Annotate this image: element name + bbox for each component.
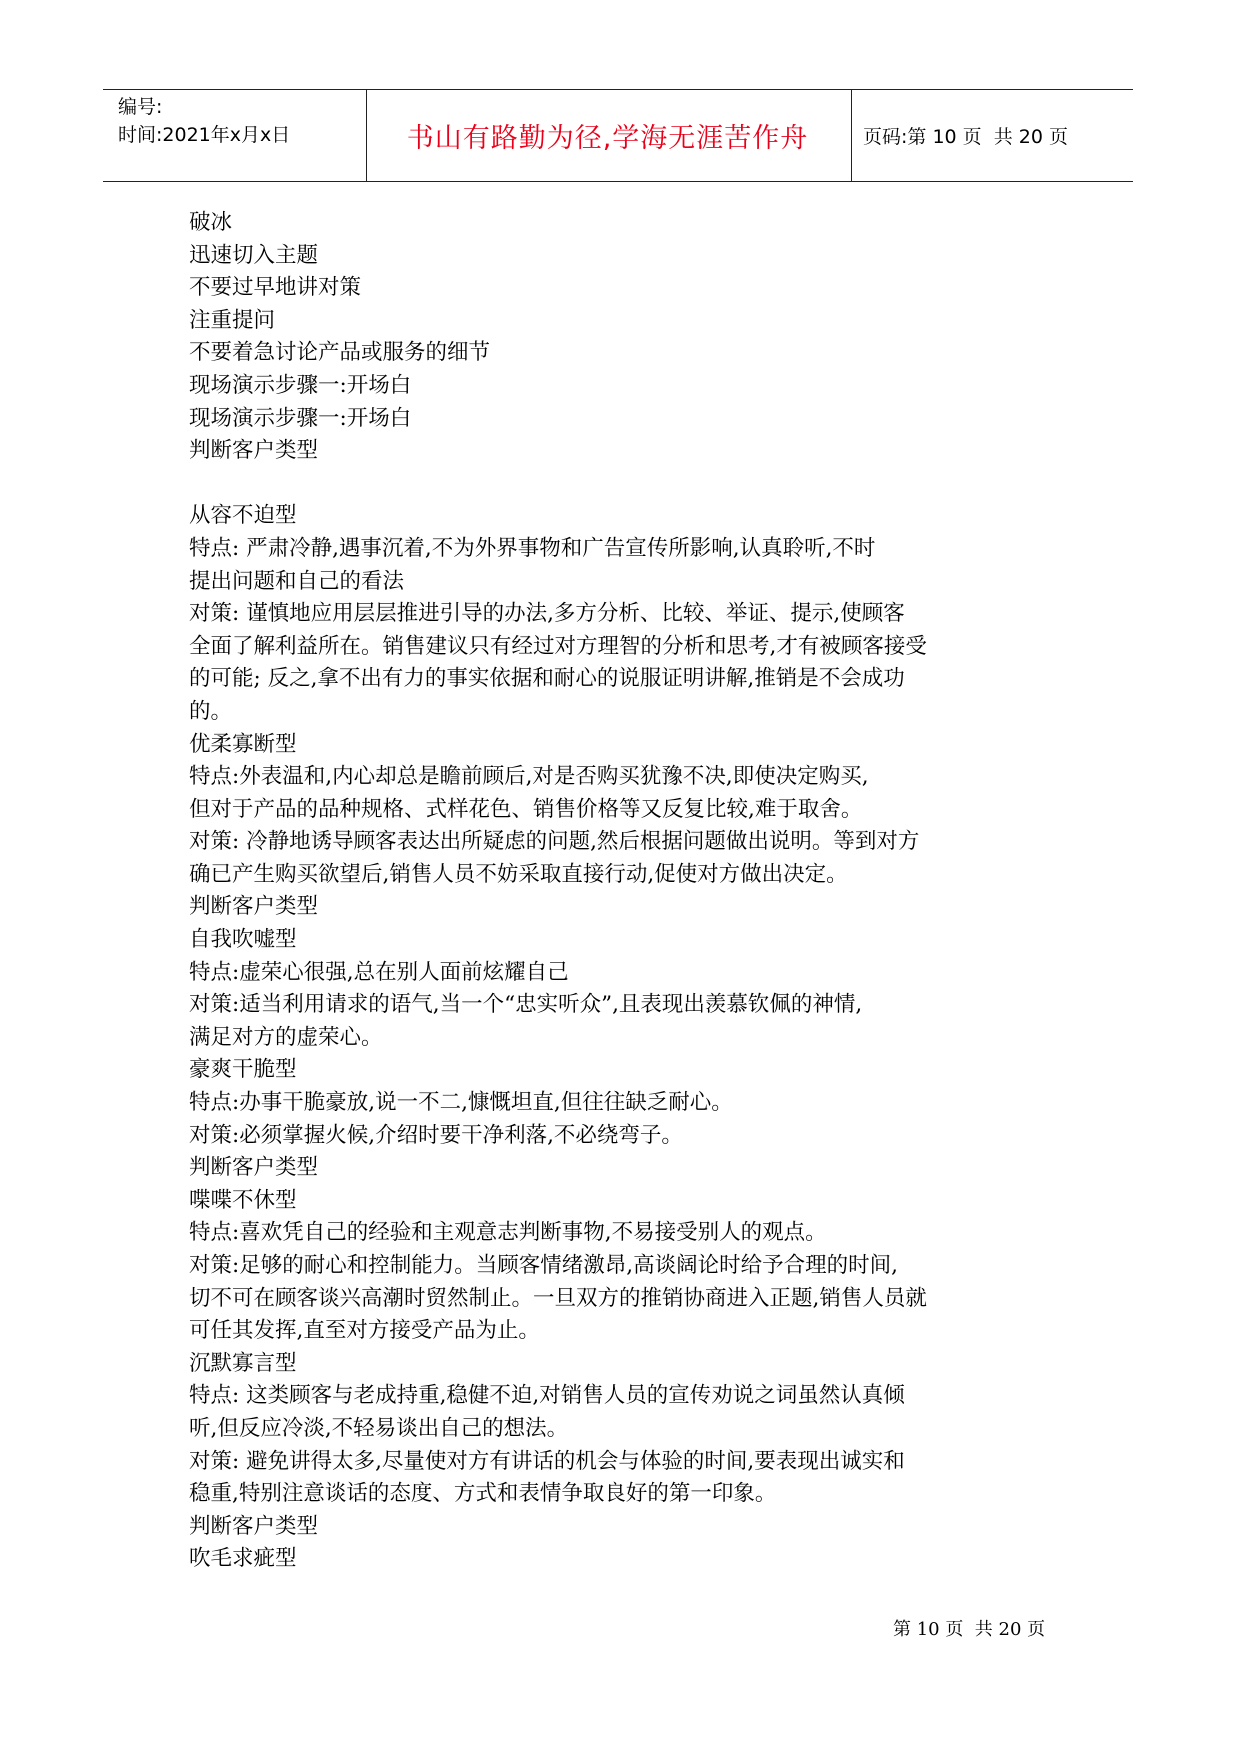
body-line: 从容不迫型 bbox=[189, 503, 297, 529]
body-line: 满足对方的虚荣心。 bbox=[189, 1024, 383, 1050]
body-line: 不要着急讨论产品或服务的细节 bbox=[189, 340, 491, 366]
body-line: 的可能; 反之,拿不出有力的事实依据和耐心的说服证明讲解,推销是不会成功 bbox=[189, 666, 905, 692]
page-footer: 第 10 页 共 20 页 bbox=[893, 1619, 1046, 1640]
number-label: 编号: bbox=[118, 96, 163, 118]
body-line: 对策:必须掌握火候,介绍时要干净利落,不必绕弯子。 bbox=[189, 1122, 683, 1148]
body-line: 判断客户类型 bbox=[189, 438, 319, 464]
header-page-code: 页码:第 10 页 共 20 页 bbox=[863, 125, 1068, 148]
body-line: 特点: 这类顾客与老成持重,稳健不迫,对销售人员的宣传劝说之词虽然认真倾 bbox=[189, 1383, 905, 1409]
body-line: 判断客户类型 bbox=[189, 894, 319, 920]
body-line: 对策: 谨慎地应用层层推进引导的办法,多方分析、比较、举证、提示,使顾客 bbox=[189, 601, 905, 627]
body-line: 听,但反应冷淡,不轻易谈出自己的想法。 bbox=[189, 1415, 569, 1441]
header-meta bbox=[118, 93, 290, 149]
body-line: 特点: 严肃冷静,遇事沉着,不为外界事物和广告宣传所影响,认真聆听,不时 bbox=[189, 535, 876, 561]
body-line: 提出问题和自己的看法 bbox=[189, 568, 405, 594]
body-line: 特点:虚荣心很强,总在别人面前炫耀自己 bbox=[189, 959, 569, 985]
body-line: 特点:办事干脆豪放,说一不二,慷慨坦直,但往往缺乏耐心。 bbox=[189, 1090, 733, 1116]
body-line: 的。 bbox=[189, 698, 233, 724]
body-line: 特点:外表温和,内心却总是瞻前顾后,对是否购买犹豫不决,即使决定购买, bbox=[189, 764, 869, 790]
page-header bbox=[103, 89, 1133, 182]
header-divider-right bbox=[851, 90, 852, 181]
body-line: 注重提问 bbox=[189, 307, 276, 333]
body-line: 对策: 避免讲得太多,尽量使对方有讲话的机会与体验的时间,要表现出诚实和 bbox=[189, 1448, 905, 1474]
body-line: 对策: 冷静地诱导顾客表达出所疑虑的问题,然后根据问题做出说明。等到对方 bbox=[189, 829, 920, 855]
body-line: 优柔寡断型 bbox=[189, 731, 297, 757]
body-line bbox=[189, 468, 1069, 501]
time-label: 时间:2021年x月x日 bbox=[118, 124, 291, 146]
header-slogan: 书山有路勤为径,学海无涯苦作舟 bbox=[406, 122, 809, 154]
body-line: 切不可在顾客谈兴高潮时贸然制止。一旦双方的推销协商进入正题,销售人员就 bbox=[189, 1285, 927, 1311]
body-line: 破冰 bbox=[189, 210, 233, 235]
body-line: 不要过早地讲对策 bbox=[189, 275, 362, 301]
body-line: 但对于产品的品种规格、式样花色、销售价格等又反复比较,难于取舍。 bbox=[189, 796, 863, 822]
body-line: 自我吹嘘型 bbox=[189, 927, 297, 953]
body-line: 特点:喜欢凭自己的经验和主观意志判断事物,不易接受别人的观点。 bbox=[189, 1220, 827, 1246]
body-line: 稳重,特别注意谈话的态度、方式和表情争取良好的第一印象。 bbox=[189, 1481, 777, 1507]
body-line: 判断客户类型 bbox=[189, 1155, 319, 1181]
body-line: 吹毛求疵型 bbox=[189, 1546, 297, 1572]
body-line: 喋喋不休型 bbox=[189, 1187, 297, 1213]
body-line: 对策:足够的耐心和控制能力。当顾客情绪激昂,高谈阔论时给予合理的时间, bbox=[189, 1253, 898, 1278]
body-line: 现场演示步骤一:开场白 bbox=[189, 405, 412, 431]
body-line: 确已产生购买欲望后,销售人员不妨采取直接行动,促使对方做出决定。 bbox=[189, 861, 848, 887]
body-line: 沉默寡言型 bbox=[189, 1350, 297, 1376]
document-body bbox=[189, 207, 1069, 1576]
body-line: 可任其发挥,直至对方接受产品为止。 bbox=[189, 1318, 540, 1344]
body-line: 现场演示步骤一:开场白 bbox=[189, 372, 412, 398]
body-line: 豪爽干脆型 bbox=[189, 1057, 297, 1083]
body-line: 迅速切入主题 bbox=[189, 242, 319, 268]
body-line: 判断客户类型 bbox=[189, 1513, 319, 1539]
body-line: 全面了解利益所在。销售建议只有经过对方理智的分析和思考,才有被顾客接受 bbox=[189, 633, 927, 659]
body-line: 对策:适当利用请求的语气,当一个“忠实听众”,且表现出羡慕钦佩的神情, bbox=[189, 992, 863, 1018]
